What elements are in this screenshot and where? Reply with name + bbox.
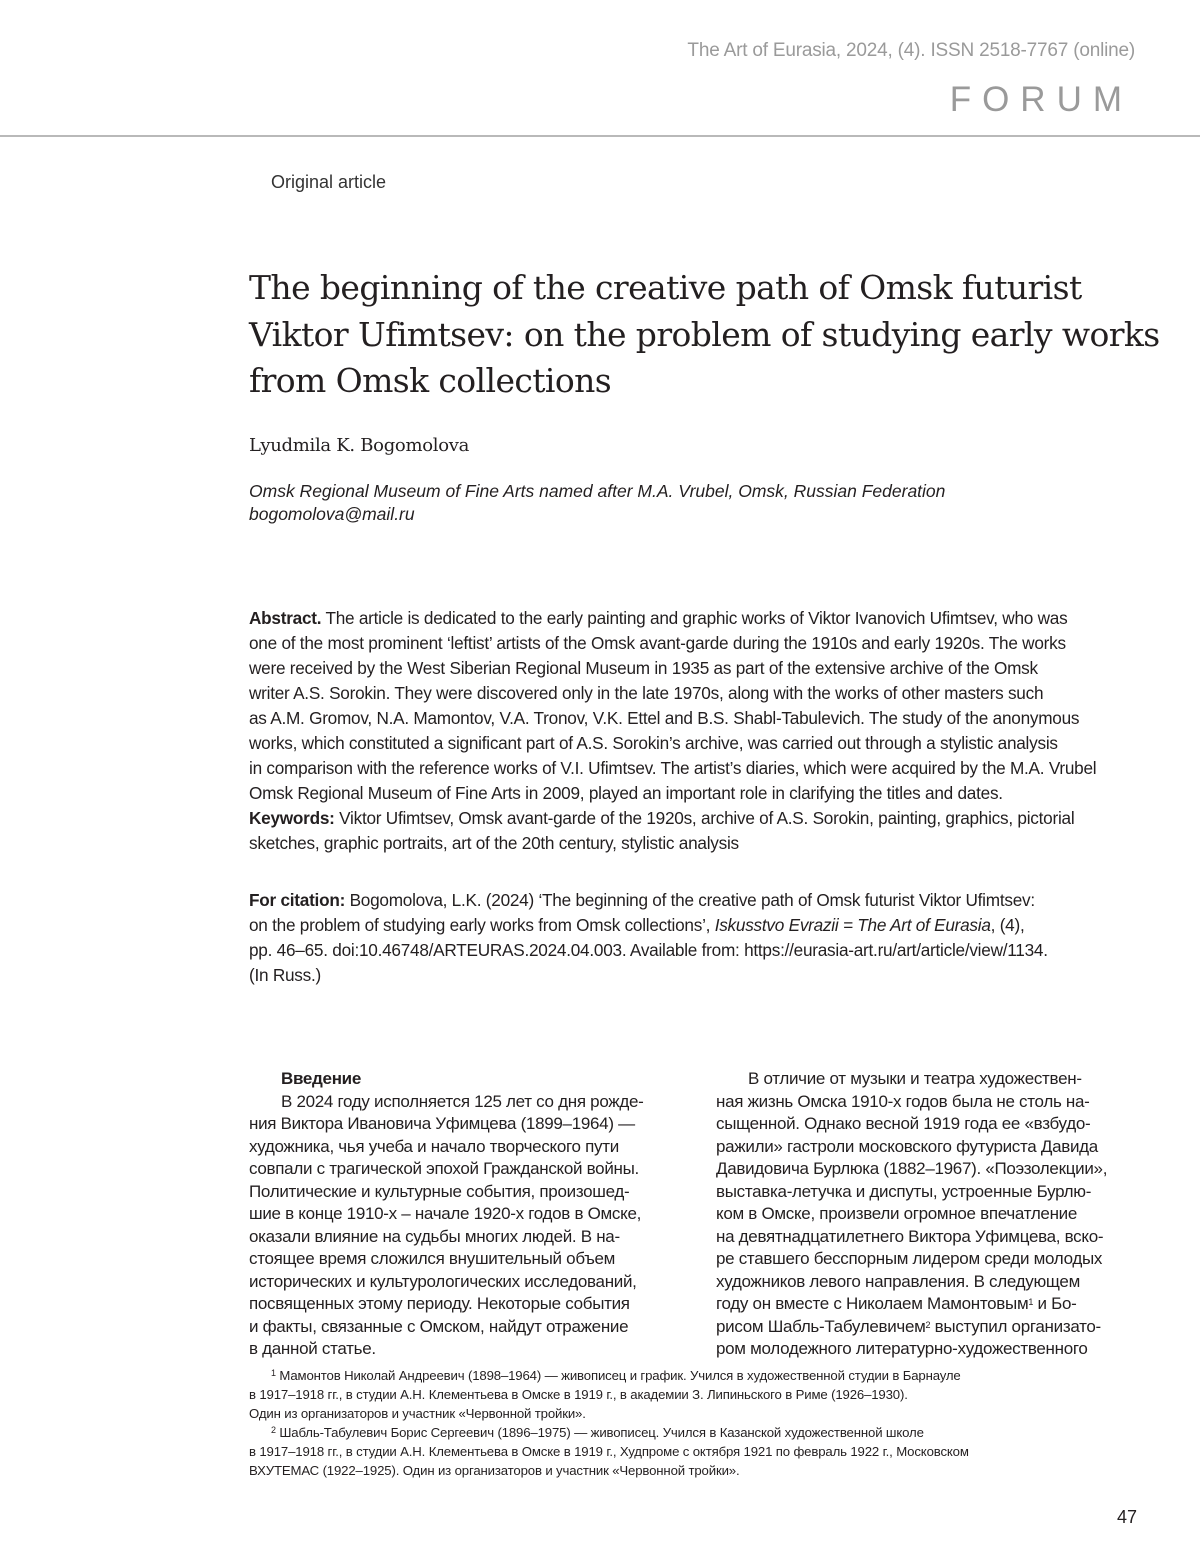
affiliation: Omsk Regional Museum of Fine Arts named after M.A. Vrubel, Omsk, Russian Federation <box>249 481 946 501</box>
affiliation-block <box>249 480 945 526</box>
footnote-ref[interactable]: 2 <box>925 1319 931 1330</box>
body-text: Политические и культурные события, произошед- <box>249 1181 630 1201</box>
title-line: The beginning of the creative path of Omsk futurist <box>249 268 1082 307</box>
title-line: from Omsk collections <box>249 361 612 400</box>
citation-label: For citation: <box>249 890 346 910</box>
footnote-text: Мамонтов Николай Андреевич (1898–1964) — живописец и график. Учился в художественной студии в Барнауле <box>275 1368 961 1383</box>
citation-text: , (4), <box>990 915 1025 935</box>
abstract-text: Omsk Regional Museum of Fine Arts in 2009, played an important role in clarifying the titles and dates. <box>249 783 1003 803</box>
title-line: Viktor Ufimtsev: on the problem of studying early works <box>249 314 1160 354</box>
footnote-mark: 2 <box>271 1425 276 1435</box>
keywords-text: Viktor Ufimtsev, Omsk avant-garde of the 1920s, archive of A.S. Sorokin, painting, graphics, pictorial <box>334 808 1075 828</box>
citation-block <box>249 888 1149 988</box>
keywords-label: Keywords: <box>249 808 335 828</box>
abstract-text: were received by the West Siberian Regional Museum in 1935 as part of the extensive archive of the Omsk <box>249 658 1038 678</box>
abstract-text: writer A.S. Sorokin. They were discovered only in the late 1970s, along with the works of other masters such <box>249 683 1044 703</box>
citation-journal: Iskusstvo Evrazii = The Art of Eurasia <box>714 915 991 935</box>
body-text: ная жизнь Омска 1910-х годов была не столь на- <box>716 1091 1090 1111</box>
abstract-text: in comparison with the reference works of V.I. Ufimtsev. The artist’s diaries, which were acquired by the M.A. Vrubel <box>249 758 1097 778</box>
body-text: В 2024 году исполняется 125 лет со дня рожде- <box>281 1091 644 1111</box>
abstract-label: Abstract. <box>249 608 322 628</box>
section-heading: Введение <box>281 1069 361 1088</box>
abstract-text: one of the most prominent ‘leftist’ artists of the Omsk avant-garde during the 1910s and early 1920s. The works <box>249 633 1066 653</box>
body-text: ре ставшего бесспорным лидером среди молодых <box>716 1249 1103 1268</box>
footnotes <box>249 1366 1149 1480</box>
footnote-text: Шабль-Табулевич Борис Сергеевич (1896–1975) — живописец. Учился в Казанской художественной школе <box>275 1425 924 1440</box>
citation-text: on the problem of studying early works from Omsk collections’, <box>249 915 715 935</box>
body-text: ком в Омске, произвели огромное впечатление <box>716 1204 1078 1223</box>
page-number: 47 <box>1116 1507 1137 1527</box>
citation-text: (In Russ.) <box>249 965 321 985</box>
body-text: В отличие от музыки и театра художествен- <box>748 1069 1082 1088</box>
footnote-mark: 1 <box>271 1368 276 1378</box>
body-text: на девятнадцатилетнего Виктора Уфимцева, вско- <box>716 1226 1104 1246</box>
abstract-block <box>249 606 1149 856</box>
body-column-left <box>249 1068 673 1361</box>
body-text: стоящее время сложился внушительный объем <box>249 1249 616 1268</box>
abstract-text: The article is dedicated to the early painting and graphic works of Viktor Ivanovich Ufimtsev, who was <box>321 608 1068 628</box>
section-title: FORUM <box>949 80 1133 119</box>
article-title <box>249 265 1160 405</box>
body-text: и Бо- <box>1033 1294 1077 1313</box>
author-name: Lyudmila K. Bogomolova <box>249 435 470 456</box>
body-text: ром молодежного литературно-художественного <box>716 1339 1088 1358</box>
abstract-text: as A.M. Gromov, N.A. Mamontov, V.A. Tronov, V.K. Ettel and B.S. Shabl-Tabulevich. The study of the anonymous <box>249 708 1080 728</box>
body-text: и факты, связанные с Омском, найдут отражение <box>249 1316 629 1336</box>
footnote-text: ВХУТЕМАС (1922–1925). Один из организаторов и участник «Червонной тройки». <box>249 1463 740 1478</box>
body-text: совпали с трагической эпохой Гражданской войны. <box>249 1159 639 1178</box>
footnote-ref[interactable]: 1 <box>1028 1297 1034 1307</box>
body-text: ражили» гастроли московского футуриста Давида <box>716 1136 1098 1156</box>
citation-text: Bogomolova, L.K. (2024) ‘The beginning of the creative path of Omsk futurist Viktor Ufimtsev: <box>345 890 1035 910</box>
body-text: Давидовича Бурлюка (1882–1967). «Поэзолекции», <box>716 1159 1108 1178</box>
body-text: году он вместе с Николаем Мамонтовым <box>716 1294 1029 1313</box>
author-email[interactable]: bogomolova@mail.ru <box>249 504 415 524</box>
article-type: Original article <box>271 172 387 192</box>
body-text: рисом Шабль-Табулевичем <box>716 1316 926 1336</box>
footnote-text: в 1917–1918 гг., в студии А.Н. Клементьева в Омске в 1919 г., Худпроме с октября 1921 по февраль 1922 г., Московском <box>249 1444 969 1459</box>
body-text: шие в конце 1910-х – начале 1920-х годов в Омске, <box>249 1204 642 1223</box>
abstract-text: works, which constituted a significant part of A.S. Sorokin’s archive, was carried out through a stylistic analysis <box>249 733 1058 753</box>
body-text: художников левого направления. В следующем <box>716 1271 1080 1291</box>
keywords-text: sketches, graphic portraits, art of the 20th century, stylistic analysis <box>249 833 739 853</box>
body-text: в данной статье. <box>249 1339 376 1358</box>
body-text: исторических и культурологических исследований, <box>249 1271 637 1291</box>
body-text: оказали влияние на судьбы многих людей. В на- <box>249 1226 620 1246</box>
body-text: сыщенной. Однако весной 1919 года ее «взбудо- <box>716 1114 1091 1133</box>
body-column-right <box>716 1068 1140 1361</box>
body-text: выставка-летучка и диспуты, устроенные Бурлю- <box>716 1181 1092 1201</box>
body-text: выступил организато- <box>930 1316 1101 1336</box>
footnote-text: в 1917–1918 гг., в студии А.Н. Клементьева в Омске в 1919 г., в академии З. Липиньского в Риме (1926–1930). <box>249 1387 908 1402</box>
journal-header: The Art of Eurasia, 2024, (4). ISSN 2518-7767 (online) <box>687 40 1135 61</box>
header-divider <box>0 135 1200 137</box>
body-text: художника, чья учеба и начало творческого пути <box>249 1136 619 1156</box>
footnote-text: Один из организаторов и участник «Червонной тройки». <box>249 1406 586 1421</box>
body-text: посвященных этому периоду. Некоторые события <box>249 1294 630 1313</box>
citation-doi-link[interactable]: pp. 46–65. doi:10.46748/ARTEURAS.2024.04.003. Available from: https://eurasia-art.ru/art/article/view/1134. <box>249 940 1048 960</box>
body-text: ния Виктора Ивановича Уфимцева (1899–1964) — <box>249 1114 635 1133</box>
